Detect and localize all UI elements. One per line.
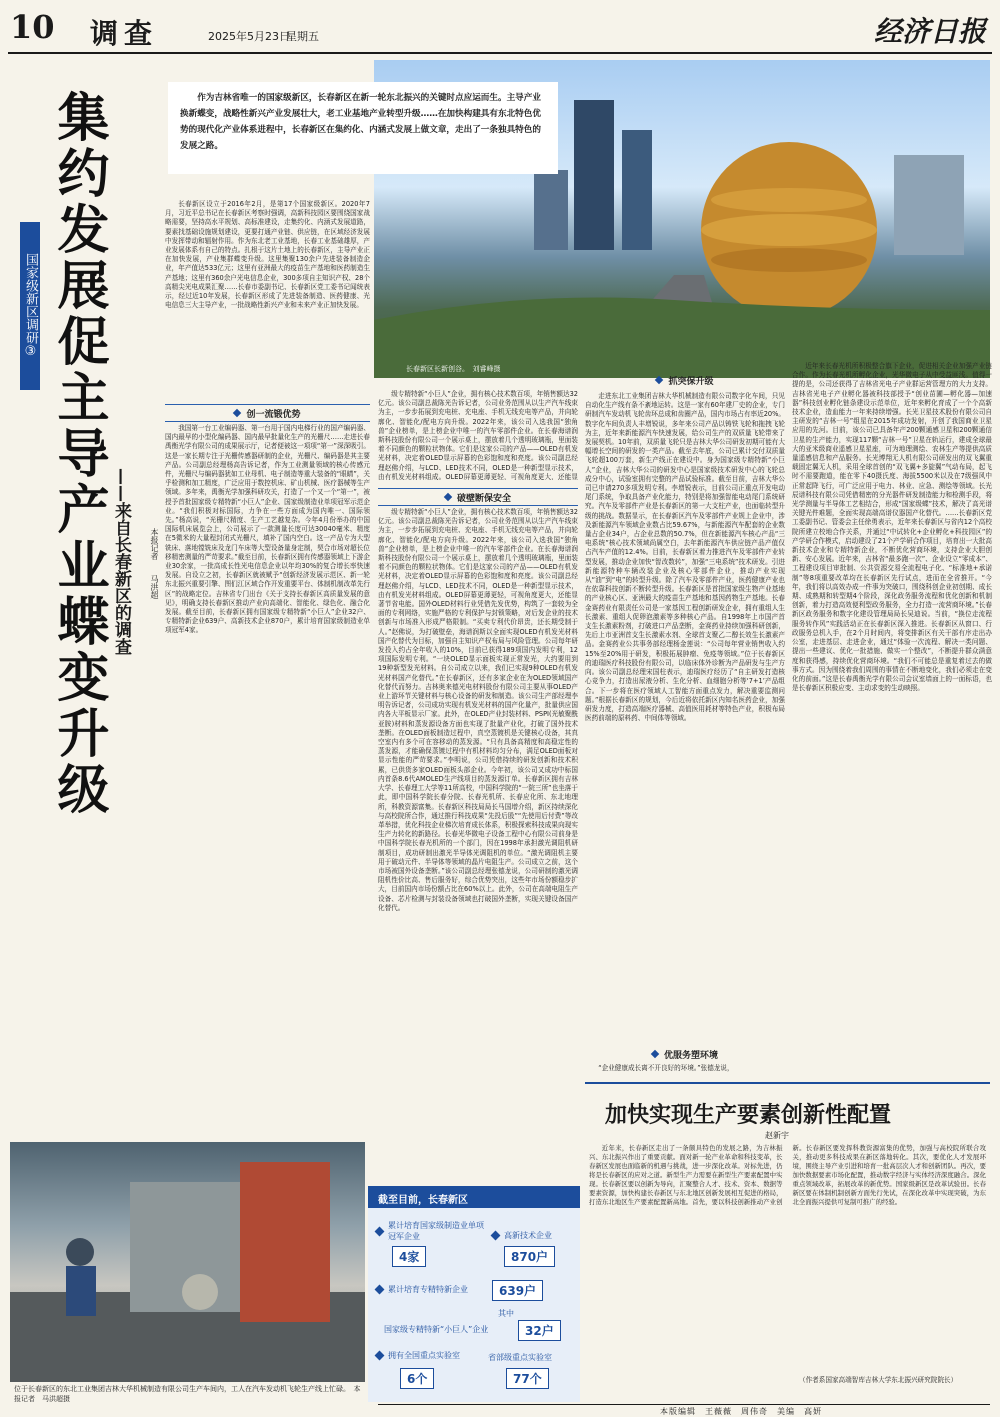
factory-illustration bbox=[10, 1142, 365, 1382]
stat-bullet-icon bbox=[375, 1226, 385, 1236]
stat-label: 国家级专精特新“小巨人”企业 bbox=[384, 1325, 489, 1334]
column-2-top bbox=[378, 390, 578, 480]
byline-role: 本报记者 bbox=[150, 528, 159, 560]
commentary-body-text: 近年来，长春新区走出了一条颇具特色的发展之路，为吉林振兴、东北振兴作出了重要贡献。面对新一轮产业革命和科技变革，长春新区发展也面临新的机遇与挑战，进一步深化改革。对标先进，仍将是长春新区的应对之道。新型生产力需要在新型生产要素配置中实现。长春新区要以创新为导向，汇聚整合人才、技术、资本、数据等要素资源，加快构建长春新区与东北地区创新发展相互促进的格局，打造东北地区生产要素配置新高地。首先，要以科技创新推动产业创新。长春新区要发挥科教资源富集的优势，加强与高校院所联合攻关，推动更多科技成果在新区落地转化。其次，要优化人才发展环境，围绕主导产业引进和培育一批高层次人才和创新团队。再次，要加快数据要素市场化配置，推动数字经济与实体经济深度融合。深化重点领域改革，拓展改革的新优势。国家级新区是改革试验田。长春新区要在体制机制创新方面先行先试，在深化改革中实现突破，为东北全面振兴提供可复制可推广的经验。 bbox=[589, 1144, 986, 1206]
header-rule bbox=[8, 52, 992, 54]
column-2-body bbox=[378, 508, 578, 1188]
diamond-icon-2 bbox=[444, 493, 452, 501]
stat-value: 639户 bbox=[492, 1280, 543, 1301]
subtitle-text: ——来自长春新区的调查 bbox=[111, 468, 131, 655]
section-1-heading bbox=[165, 404, 370, 422]
paper-logo: 经济日报 bbox=[873, 15, 986, 48]
column-3-tail-text: “企业健康成长离不开良好的环境。”张德龙说， bbox=[598, 1064, 734, 1072]
subtitle bbox=[112, 468, 134, 798]
headline bbox=[48, 90, 109, 930]
intro-box bbox=[168, 82, 558, 174]
section-2-title: 破壁断保安全 bbox=[456, 493, 511, 504]
stat-label: 省部级重点实验室 bbox=[488, 1353, 552, 1362]
section-4-heading bbox=[585, 1046, 785, 1062]
section-3-heading bbox=[585, 372, 785, 388]
stat-value: 4家 bbox=[392, 1246, 426, 1267]
stat-value: 6个 bbox=[400, 1368, 434, 1389]
column-3-tail bbox=[585, 1064, 785, 1076]
diamond-icon-4 bbox=[651, 1050, 659, 1058]
page-number: 10 bbox=[10, 8, 55, 46]
commentary-body bbox=[589, 1144, 986, 1372]
column-4-body bbox=[792, 362, 992, 1078]
column-2-text: 级专精特新“小巨人”企业，拥有核心技术数百项，年销售额达32亿元。该公司副总裁陈光告诉记者，公司业务范围从以生产汽车线束为主，一步步拓展到充电桩、充电座、手机无线充电等产品，并向轮廓化、智能化/配电方向升级。2022年来，该公司入选我国“独角兽”企业榜单，是上榜企业中唯一的汽车零部件企业。在长春海谱润斯科技股份有限公司一个展示桌上，摆放着几个透明玻璃瓶，里面装着不同颜色的颗粒状物体。它们是这家公司的产品——OLED有机发光材料，决定着OLED显示屏幕的色彩饱和度和亮度。该公司副总经理赵佛介绍，与LCD、LED技术不同，OLED是一种新型显示技术，由有机发光材料组成。OLED屏幕更薄更轻，可视角度更大，还能显 bbox=[378, 390, 578, 480]
city-photo-caption: 长春新区长新创谷。 刘睿峰摄 bbox=[406, 365, 501, 373]
issue-weekday: 星期五 bbox=[286, 30, 319, 43]
commentary-author: 赵新宇 bbox=[765, 1131, 789, 1140]
column-3-body bbox=[585, 392, 785, 1042]
series-tag-text: 国家级新区调研③ bbox=[23, 253, 38, 359]
headline-text: 集约发展促主导产业蝶变升级 bbox=[48, 90, 109, 818]
stat-bullet-icon bbox=[375, 1351, 385, 1361]
stat-note: 其中 bbox=[498, 1309, 514, 1318]
commentary-title: 加快实现生产要素创新性配置 bbox=[605, 1102, 892, 1128]
stat-bullet-icon bbox=[375, 1285, 385, 1295]
factory-photo bbox=[10, 1142, 365, 1382]
stat-label: 累计培育专精特新企业 bbox=[388, 1285, 468, 1294]
factory-photo-caption: 位于长春新区的东北工业集团吉林大华机械制造有限公司生产车间内，工人在汽车发动机飞轮生产线上忙碌。 本报记者 马洪超摄 bbox=[14, 1385, 361, 1403]
stat-value: 870户 bbox=[504, 1246, 555, 1267]
column-3-text: 走进东北工业集团吉林大华机械制造有限公司数字化车间，只见自动化生产线有条不紊地运转。这是一家有60年建厂史的企业，专门研制汽车发动机飞轮齿环总成和齿圈产品，国内市场占有率近20%。数字化车间负责人丰增锐说，多年来公司产品以铸铁飞轮和拖拽飞轮为主，近年来新能源汽车快速发展，给公司生产的双质量飞轮带来了发展契机。10年前，双质量飞轮只是吉林大华公司研发初期可能有大幅增长空间的研发的一类产品。截至去年底，公司已累计交付双质量飞轮超100万套，新生产线正在建设中。身为国家级专精特新“小巨人”企业，吉林大华公司的研发中心是国家级技术研发中心的飞轮总成分中心，试验室拥有完整的产品试验标准。截至目前，吉林大华公司已申请270多项发明专利。李增锐表示，目前公司正重点开发电动尾门系统，争取具备产业化能力，特别是将加强智能电动尾门系统研究。汽车及零部件产业是长春新区的第一大支柱产业，也面临转型升级的挑战。数据显示，在长春新区汽车及零部件产业规上企业中，涉及新能源汽车领域企业数占比59.67%，与新能源汽车配套的企业数量占企业34户，占企业总数的50.7%，但在新能源汽车核心产品“三电系统”核心技术领域尚属空白，去年新能源汽车供应链产品产值仅占汽车产值的12.4%。目前，长春新区着力推进汽车及零部件产业转型发展，推动企业加快“智改数转”，加强“三电系统”技术研发。引进新能源特种车辆改装企业及核心零部件企业，推动产业实现从“油”到“电”的转型升级。除了汽车及零部件产业，医药健康产业也在依靠科技创新不断转型升级。长春新区是首批国家级生物产业基地的产业核心区、亚洲最大的疫苗生产基地和基因药物生产基地。长春金赛药业有限责任公司是一家基因工程创新研发企业，拥有重组人生长激素、重组人促卵泡激素等多种核心产品。自1998年上市国产首支生长激素粉剂，打破进口产品垄断，金赛药业持续加强科研创新，先后上市亚洲首支生长激素水剂、全球首支聚乙二醇长效生长激素产品。金赛药业公共事务部经理杨金莲说：“公司每年营业销售收入约15%至20%用于研发，积极拓展肿瘤、免疫等领域。”位于长春新区的迪瑞医疗科技股份有限公司，以临床体外诊断为产品研发与生产方向。该公司副总经理宋国柱表示，迪瑞医疗经历了“自主研发打造核心竞争力，打造出尿液分析、生化分析、血细胞分析等‘7+1’产品组合。下一步将在医疗领域人工智能方面重点发力，解决重要监测问题。”根据长春新区的规划，今后近将依托新区内知名医药企业，加强研发力度，打造高端医疗器械、高值医用耗材等特色产业，积极布局医药前端的原料药、中间体等领域。 bbox=[585, 392, 785, 723]
stat-label: 高新技术企业 bbox=[504, 1231, 552, 1240]
diamond-icon-3 bbox=[655, 376, 663, 384]
section-name: 调查 bbox=[90, 17, 159, 50]
byline bbox=[136, 528, 160, 688]
issue-date: 2025年5月23日 bbox=[208, 30, 290, 43]
section-3-title: 抓突保升级 bbox=[668, 376, 714, 387]
stat-specialized bbox=[376, 1284, 468, 1295]
column-2-body-text: 级专精特新“小巨人”企业，拥有核心技术数百项，年销售额达32亿元。该公司副总裁陈光告诉记者，公司业务范围从以生产汽车线束为主，一步步拓展到充电桩、充电座、手机无线充电等产品，并向轮廓化、智能化/配电方向升级。2022年来，该公司入选我国“独角兽”企业榜单，是上榜企业中唯一的汽车零部件企业。在长春海谱润斯科技股份有限公司一个展示桌上，摆放着几个透明玻璃瓶，里面装着不同颜色的颗粒状物体。它们是这家公司的产品——OLED有机发光材料，决定着OLED显示屏幕的色彩饱和度和亮度。该公司副总经理赵佛介绍，与LCD、LED技术不同，OLED是一种新型显示技术，由有机发光材料组成。OLED屏幕更薄更轻，可视角度更大，还能显著节省电能。国外OLED材料行业凭借先发优势，构筑了一套较为全面的专利网络，实施严格的专利保护与封锁策略，对后发企业的技术创新与市场准入形成严格限制。“买卖专利代价昂贵，还长期受制于人。”赵佛说，为打破壁垒，海谱润斯以全面实现OLED有机发光材料国产化替代为目标，加强自主知识产权布局与风险管理。公司每年研发投入约占全年收入的10%，目前已获得189项国内发明专利，12项国际发明专利。“一块OLED显示面板实现正常发光，大约要用到19种新型发光材料。自公司成立以来，我们已实现9种OLED有机发光材料国产化替代。”在长春新区，还有多家企业在为OLED领域国产化替代而努力。吉林奥来德光电材料股份有限公司主要从事OLED产业上游环节关键材料与核心设备的研发和制造。该公司生产部经理李明告诉记者，公司成功实现有机发光材料的国产化量产，批量供应国内各大平板显示厂家。此外，在OLED产业封装材料、PSPI(光敏聚酰亚胺)材料和蒸发源设备方面也实现了批量产业化，打破了国外技术垄断。在OLED面板制造过程中，真空蒸镀机是关键核心设备，其真空室内有多个可在容移动的蒸发源。“只有具备高精度和高稳定性的蒸发源，才能确保蒸镀过程中有机材料均匀分布，满足OLED面板对显示性能的严苛要求。”李明说，公司凭借持续的研发创新和技术积累，已供货多家OLED面板头部企业。今年初，该公司又成功中标国内首条8.6代AMOLED生产线项目的蒸发源订单。长春新区拥有吉林大学、长春理工大学等11所高校，中国科学院的“一院三所”也坐落于此，即中国科学院长春分院、长春光机所、长春应化所、东北地理所，科教资源富集。长春新区科技局局长马国增介绍，新区持续深化与高校院所合作，通过推行科技成果“先投后股”“先使用后付费”等改革举措，优化科技企业梯次培育成长体系，积极探索科技成果向现实生产力转化的新路径。长春光华微电子设备工程中心有限公司前身是中国科学院长春光机所的一个部门，因在1998年承担激光调阻机研制项目，成功研制出激光半导体光调阻机的单位。“激光调阻机主要用于破动元件、半导体等领域的晶片电阻生产。公司成立之前，这个市场被国外设备垄断。”该公司副总经理张德龙说，公司研制的激光调阻机性价比高、售后服务好，综合优势突出，这些年市场份额稳步扩大，目前国内市场份额占比在60%以上。此外，公司在高端电阻生产设备、芯片检测与封装设备领域也打破国外垄断，实现关键设备国产化替代。 bbox=[378, 508, 578, 912]
stat-label: 累计培育国家级制造业单项冠军企业 bbox=[388, 1221, 484, 1241]
page-header bbox=[8, 8, 992, 48]
byline-name: 马洪超 bbox=[150, 574, 159, 599]
stat-hightech bbox=[492, 1230, 552, 1241]
stat-value: 77个 bbox=[506, 1368, 549, 1389]
column-1-top bbox=[165, 200, 370, 400]
stats-title: 截至目前，长春新区 bbox=[378, 1195, 468, 1206]
section-4-title: 优服务塑环境 bbox=[663, 1050, 718, 1061]
column-4-text: 近年来长春光机所积极整合旗下企业，促进相关企业加强产业链合作。作为长春光机所孵化企业，光华微电子从中受益匪浅。值得一提的是，公司还获得了吉林省光电子产业群运营管理方的大力支持。吉林省光电子产业孵化器被科技部授予“创业苗圃—孵化器—加速器”科技创业孵化链条建设示范单位，近年来孵化育成了一个个高新技术企业，造血能力一年来持续增强。长光卫星技术股份有限公司自主研发的“吉林一号”组星在2015年成功发射，开创了我国商业卫星应用的先河。目前，该公司已具备年产200颗通感卫星和200颗通信卫星的生产能力，实现117颗“吉林一号”卫星在轨运行，建成全球最大的亚米级商业遥感卫星星座，可为地理测绘、农林生产等提供高质量遥感信息和产品服务。长光博翔无人机有限公司研发出的双飞翼重载固定翼无人机，采用全球首创的“双飞翼+多旋翼”气动布局，起飞时不需要跑道，能在零下40摄氏度、海拔5500米以及在7级强风中正常起降飞行，可广泛应用于电力、林业、应急、测绘等领域。长光辰谱科技有限公司凭借精密的分光器件研发制造能力和检测手段，将光学测量与半导体工艺相结合，形成“国家级蝶”技术，解决了高光谱关键光件难题，全面实现高端高谱仪器国产化替代。……长春新区党工委副书记、管委会主任徐勇表示，近年来长春新区与省内12个高校院所建立校地合作关系，并通过“中试转化+企业孵化+科技园区”的产学研合作模式，启动建设了21个产学研合作项目，培育出一大批高新技术企业和专精特新企业，不断优化营商环境，支持企业大胆创新、安心发展。近年来，吉林省“最多跑一次”、企业设立“零成本”、工程建设项目审批制、公共资源交易全流程电子化、“标准地+承诺制”等8项重要改革均在长春新区先行试点，进而在全省推开。“今年，我们将以高效办成一件事为突破口，围绕科创企业初创期、成长期、成熟期和转型期4个阶段，深化政务服务流程和优化创新和机制创新，着力打造高效便利型政务服务，全力打造一流营商环境。”长春新区政务服务和数字化建设管理局局长吴迪说。当前，“换位走流程 服务转作风”实践活动正在长春新区深入推进。长春新区从窗口、行政服务总机入手，在2个月时间内，将变排新区有关干部有序走出办公室，走进基层、走进企业，通过“体验一次流程、解决一类问题、提出一些建议、优化一批措施、做实一个整改”，不断提升群众满意度和获得感，持续优化营商环境。“我们不可能总是重复着过去的做事方式。因为围绕着我们周围的事情在不断地变化，我们必须走在变化的前面。”这是长春禹衡光学有限公司会议室墙面上的一面标语，也是长春新区积极应变、主动求变的生动映照。 bbox=[792, 362, 992, 693]
column-1-body-text: 我国第一台工业编码器、第一台用于国内电梯行业的国产编码器、国内最早的小型化编码器、国内最早批量化生产的光栅尺……走进长春禹衡光学有限公司的成果展示厅，记者便被这一项项“第一”深深吸引。这是一家长期专注于光栅传感器研制的企业，光栅尺、编码器是其主要产品。公司副总经理杨高告诉记者，作为工业测量领域的核心传感元件，光栅尺与编码器犹如工业母机、电子制造等重大装备的“眼睛”，关乎检测和加工精度，广泛应用于数控机床、矿山机械、医疗器械等生产领域。多年来，禹衡光学加强科研攻关，打造了一个又一个“第一”，被授予首批国家级专精特新“小巨人”企业、国家级制造业单项冠军示范企业。“我们积极对标国际，力争在一些方面成为国内唯一、国际领先。”杨高说，“光栅尺精度、生产工艺越复杂。今年4月份举办的中国国际机床展览会上，公司展示了一款测量长度可达30040毫米、精度在5微米的大量程封闭式光栅尺，填补了国内空白。这一产品专为大型铣床、落地镗铣床及龙门车床等大型设备量身定制，契合市场对超长位移精密测量的严苛要求。”截至目前，长春新区拥有传感器领域上下游企业30余家，一批高成长性光电信息企业以年均30%的复合增长率快速发展。自设立之初，长春新区就被赋予“创新经济发展示范区、新一轮东北振兴重要引擎、图们江区域合作开发重要平台、体制机制改革先行区”的战略定位。吉林省专门出台《关于支持长春新区高质量发展的意见》，明确支持长春新区推动产业向高端化、智能化、绿色化、融合化发展。截至目前，长春新区拥有国家级专精特新“小巨人”企业32户、专精特新企业639户、高新技术企业870户，累计培育国家级制造业单项冠军4家。 bbox=[165, 424, 370, 635]
diamond-icon bbox=[233, 409, 241, 417]
section-1-title: 创一流锻优势 bbox=[246, 409, 301, 420]
column-1-top-text: 长春新区设立于2016年2月，是第17个国家级新区。2020年7月，习近平总书记在长春新区考察时强调，高新科技园区要围绕国家战略需要，坚持高水平规划、高标准建设，走集约化、内涵式发展道路，要素找基础设施规划建设，更要打通产业链、供应链，在区域经济发展中发挥带动和辐射作用。作为东北老工业基地，长春工业基础雄厚，产业发展体系有自己的特点。扎根于这片土地上的长春新区，主导产业正在加快发展，产业集群蝶变升级。这里集聚130余户先进装备制造企业，年产值达533亿元；这里有亚洲最大的疫苗生产基地和医药制造生产基地；这里有360余户光电信息企业，300多项自主知识产权、28个高精尖光电成果汇聚……长春市委副书记、长春新区党工委书记闻统表示，经过近10年发展，长春新区形成了先进装备制造、医药健康、光电信息三大主导产业，一批战略性新兴产业和未来产业正加快发展。 bbox=[165, 200, 370, 310]
column-1-body bbox=[165, 424, 370, 1140]
series-tag bbox=[20, 222, 40, 390]
footer-editors: 本版编辑 王薇薇 周伟奇 美编 高妍 bbox=[660, 1407, 822, 1416]
stat-single-champion bbox=[376, 1220, 496, 1242]
intro-text: 作为吉林省唯一的国家级新区，长春新区在新一轮东北振兴的关键时点应运而生。主导产业换新蝶变，战略性新兴产业发展壮大，老工业基地产业转型升级……在加快构建具有东北特色优势的现代化产业体系进程中，长春新区在集约化、内涵式发展上做文章，走出了一条独具特色的发展之路。 bbox=[180, 93, 541, 151]
section-2-heading bbox=[378, 488, 578, 506]
stat-value: 32户 bbox=[518, 1320, 561, 1341]
footer-rule bbox=[378, 1404, 990, 1405]
stat-label: 拥有全国重点实验室 bbox=[388, 1351, 460, 1360]
commentary-box bbox=[585, 1082, 990, 1404]
stats-infobox bbox=[368, 1186, 580, 1402]
commentary-note: （作者系国家高端智库吉林大学东北振兴研究院院长） bbox=[799, 1376, 958, 1384]
stat-national-lab bbox=[376, 1350, 460, 1361]
stat-bullet-icon bbox=[491, 1231, 501, 1241]
